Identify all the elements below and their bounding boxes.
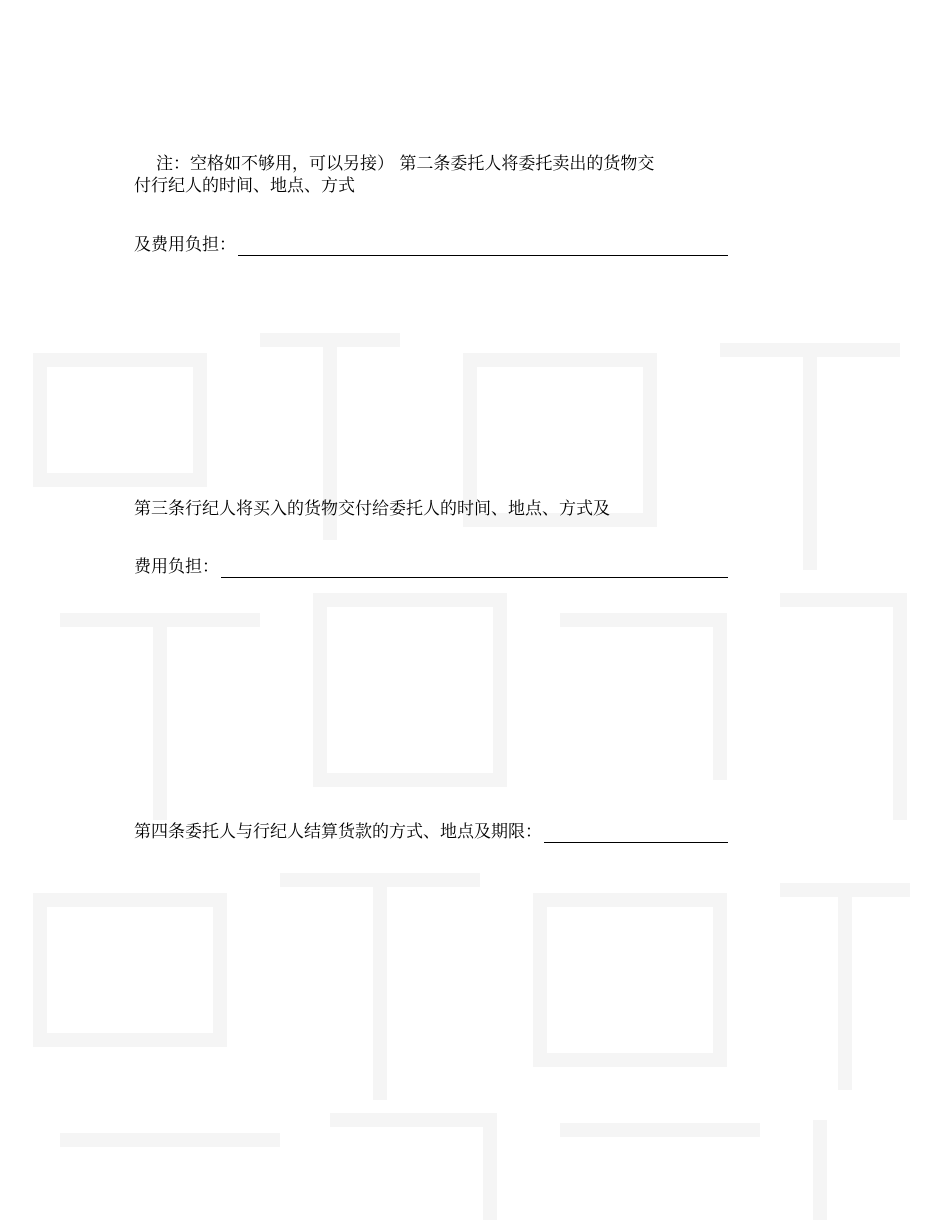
note-text-cont: 付行纪人的时间、地点、方式 [134, 176, 355, 196]
article3-fee-label: 费用负担： [134, 557, 219, 577]
note-line-continuation [134, 176, 728, 197]
note-line [134, 154, 728, 175]
article2-fee-blank[interactable] [238, 239, 728, 256]
article4-label: 第四条委托人与行纪人结算货款的方式、地点及期限： [134, 822, 542, 842]
article3-fee-row [134, 557, 728, 578]
article2-fee-label: 及费用负担： [134, 235, 236, 255]
article4-blank[interactable] [544, 826, 728, 843]
article3-fee-blank[interactable] [221, 561, 728, 578]
article3-line [134, 499, 728, 520]
note-text: 注：空格如不够用，可以另接） 第二条委托人将委托卖出的货物交 [156, 154, 655, 174]
article4-row [134, 822, 728, 843]
article2-fee-row [134, 235, 728, 256]
article3-text: 第三条行纪人将买入的货物交付给委托人的时间、地点、方式及 [134, 499, 610, 519]
